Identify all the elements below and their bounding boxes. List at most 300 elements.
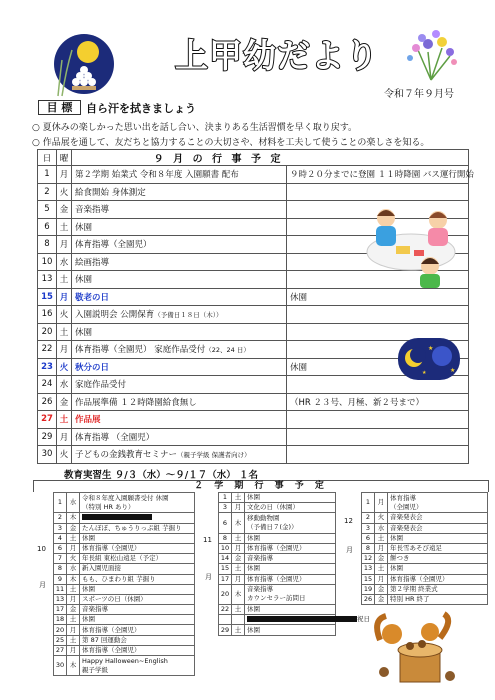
- oct-day: 2: [54, 513, 67, 523]
- schedule-weekday: 金: [57, 393, 72, 411]
- oct-weekday: 月: [67, 645, 80, 655]
- schedule-note: 休園: [287, 358, 469, 376]
- oct-event-subtext: （特別 HR あり）: [82, 502, 135, 511]
- flower-bouquet-illustration: [398, 22, 464, 82]
- schedule-day: 5: [38, 201, 57, 219]
- schedule-event: [72, 376, 287, 394]
- schedule-event-text: 家庭作品受付: [75, 380, 127, 391]
- schedule-event-text: 体育指導（全園児）: [75, 240, 152, 251]
- autumn-night-illustration: [398, 338, 460, 380]
- nov-row: [219, 493, 336, 503]
- schedule-weekday: 月: [57, 166, 72, 184]
- schedule-day: 8: [38, 236, 57, 254]
- schedule-event-note: （親子学級 保護者向け）: [177, 451, 251, 460]
- schedule-day: 13: [38, 271, 57, 289]
- schedule-event-text: 敬老の日: [75, 292, 110, 303]
- schedule-row: [38, 393, 469, 411]
- schedule-weekday: 月: [57, 236, 72, 254]
- dec-row: [362, 564, 488, 574]
- dec-weekday: 金: [375, 554, 388, 564]
- schedule-row: [38, 306, 469, 324]
- oct-event-text: 新入園児面接: [82, 564, 121, 573]
- oct-event-subtext: 親子学級: [82, 665, 108, 674]
- nov-event-subtext: カウンセラー訪問日: [247, 594, 306, 603]
- nov-day: 8: [219, 533, 232, 543]
- schedule-row: [38, 288, 469, 306]
- schedule-event: [72, 323, 287, 341]
- nov-event: [245, 503, 336, 513]
- oct-event-text: 休園: [82, 615, 95, 624]
- nov-day: 3: [219, 503, 232, 513]
- oct-weekday: 木: [67, 574, 80, 584]
- oct-day: 9: [54, 574, 67, 584]
- schedule-day: 26: [38, 393, 57, 411]
- nov-event: [245, 533, 336, 543]
- dec-row: [362, 554, 488, 564]
- nov-weekday: 土: [232, 493, 245, 503]
- svg-text:★: ★: [450, 367, 456, 374]
- nov-event: [245, 554, 336, 564]
- oct-event-text: 第 87 回運動会: [82, 635, 127, 644]
- schedule-title-spacer: [287, 150, 469, 166]
- schedule-event-text: 入園説明会 公開保育: [75, 310, 155, 321]
- second-term-header: ２ 学 期 行 事 予 定: [33, 480, 489, 492]
- schedule-day: 23: [38, 358, 57, 376]
- oct-event: [80, 513, 195, 523]
- oct-event: [80, 584, 195, 594]
- dec-weekday: 月: [375, 574, 388, 584]
- nov-row: [219, 605, 336, 615]
- oct-event-text: 体育指導（全園児）: [82, 645, 141, 654]
- nov-day: 29: [219, 625, 232, 635]
- schedule-event: [72, 358, 287, 376]
- oct-weekday: 月: [67, 594, 80, 604]
- oct-row: [54, 605, 195, 615]
- schedule-weekday: 月: [57, 428, 72, 446]
- schedule-row: [38, 446, 469, 464]
- schedule-day: 27: [38, 411, 57, 429]
- children-playing-illustration: [356, 200, 466, 290]
- schedule-note: [287, 183, 469, 201]
- nov-weekday: 木: [232, 513, 245, 533]
- oct-weekday: 月: [67, 625, 80, 635]
- oct-row: [54, 523, 195, 533]
- schedule-event: [72, 271, 287, 289]
- dec-event-text: 休園: [390, 533, 403, 542]
- dec-day: 8: [362, 543, 375, 553]
- svg-text:★: ★: [428, 345, 434, 352]
- oct-event: [80, 523, 195, 533]
- nov-day: 22: [219, 605, 232, 615]
- schedule-event-text: 第２学期 始業式 令和８年度 入園願書 配布: [75, 170, 239, 181]
- schedule-day: 1: [38, 166, 57, 184]
- nov-weekday: 土: [232, 533, 245, 543]
- dec-weekday: 月: [375, 543, 388, 553]
- nov-weekday: 土: [232, 605, 245, 615]
- schedule-event-text: 秋分の日: [75, 362, 110, 373]
- oct-event: [80, 574, 195, 584]
- dec-event: [388, 533, 488, 543]
- oct-event-text: スポーツの日（休園）: [82, 594, 147, 603]
- dec-event: [388, 584, 488, 594]
- nov-row: [219, 503, 336, 513]
- oct-day: 20: [54, 625, 67, 635]
- dec-row: [362, 594, 488, 604]
- oct-event-text: Happy Halloween~English: [82, 656, 168, 665]
- oct-weekday: 火: [67, 554, 80, 564]
- october-month-char: 月: [39, 581, 46, 589]
- dec-weekday: 水: [375, 523, 388, 533]
- oct-event: [80, 543, 195, 553]
- schedule-note: [287, 446, 469, 464]
- dec-event-text: 音楽発表会: [390, 513, 423, 522]
- student-teacher-notice: 教育実習生 ９/３（水）～９/１７（水） １名: [64, 470, 259, 481]
- goal-bullet-2: ○ 作品展を通して、友だちと協力することの大切さや、材料を工夫して使うことの楽しさを知る。: [32, 138, 430, 148]
- schedule-day: 10: [38, 253, 57, 271]
- oct-day: 30: [54, 656, 67, 676]
- schedule-event: [72, 183, 287, 201]
- oct-row: [54, 554, 195, 564]
- redacted-text: [247, 616, 357, 622]
- nov-event: [245, 493, 336, 503]
- oct-row: [54, 513, 195, 523]
- oct-event-text: 令和８年度入園願書受付 休園: [82, 493, 169, 502]
- nov-row: [219, 564, 336, 574]
- oct-row: [54, 645, 195, 655]
- oct-row: [54, 533, 195, 543]
- nov-weekday: 木: [232, 584, 245, 604]
- dec-day: 12: [362, 554, 375, 564]
- nov-row: [219, 584, 336, 604]
- nov-day: 6: [219, 513, 232, 533]
- nov-event: [245, 543, 336, 553]
- oct-day: 7: [54, 554, 67, 564]
- nov-row: [219, 513, 336, 533]
- oct-row: [54, 543, 195, 553]
- schedule-event: [72, 446, 287, 464]
- goal-text: 自ら汗を拭きましょう: [86, 102, 196, 115]
- nov-event: [245, 615, 370, 625]
- oct-event: [80, 493, 195, 513]
- oct-weekday: 土: [67, 615, 80, 625]
- oct-event: [80, 656, 195, 676]
- schedule-weekday: 火: [57, 306, 72, 324]
- schedule-event-note: （22、24 日）: [205, 346, 250, 355]
- dec-row: [362, 533, 488, 543]
- dec-event: [388, 513, 488, 523]
- oct-day: 1: [54, 493, 67, 513]
- dec-event: [388, 493, 488, 513]
- dec-row: [362, 513, 488, 523]
- schedule-note: ９時２０分までに登園 １１時降園 バス運行開始: [287, 166, 469, 184]
- nov-day: 15: [219, 564, 232, 574]
- dec-event: [388, 574, 488, 584]
- schedule-day: 22: [38, 341, 57, 359]
- column-header-weekday: 曜: [57, 150, 72, 166]
- oct-day: 6: [54, 543, 67, 553]
- nov-row: [219, 574, 336, 584]
- schedule-weekday: 土: [57, 218, 72, 236]
- oct-day: 4: [54, 533, 67, 543]
- schedule-event-text: 音楽指導: [75, 205, 110, 216]
- schedule-day: 20: [38, 323, 57, 341]
- schedule-day: 2: [38, 183, 57, 201]
- oct-event: [80, 594, 195, 604]
- column-header-day: 日: [38, 150, 57, 166]
- oct-row: [54, 584, 195, 594]
- oct-row: [54, 574, 195, 584]
- nov-day: 17: [219, 574, 232, 584]
- nov-event-text: 移動動物園: [247, 514, 280, 523]
- oct-event-text: 年長組 東松山遠足（予定）: [82, 554, 163, 563]
- dec-event: [388, 543, 488, 553]
- nov-event-text: 休園: [247, 605, 260, 614]
- schedule-weekday: 火: [57, 358, 72, 376]
- oct-day: 11: [54, 584, 67, 594]
- schedule-event-text: 作品展: [75, 415, 101, 426]
- nov-event-text: 休園: [247, 533, 260, 542]
- oct-weekday: 木: [67, 656, 80, 676]
- schedule-row: [38, 183, 469, 201]
- dec-row: [362, 493, 488, 513]
- nov-day: 10: [219, 543, 232, 553]
- nov-event-text: 休園: [247, 625, 260, 634]
- dec-event-text: 餅つき: [390, 554, 410, 563]
- schedule-day: 29: [38, 428, 57, 446]
- dec-day: 3: [362, 523, 375, 533]
- oct-event: [80, 533, 195, 543]
- nov-event: [245, 564, 336, 574]
- oct-day: 3: [54, 523, 67, 533]
- nov-event: [245, 584, 336, 604]
- dec-event: [388, 523, 488, 533]
- squirrel-stump-illustration: [370, 610, 460, 686]
- schedule-day: 24: [38, 376, 57, 394]
- oct-event: [80, 635, 195, 645]
- nov-event: [245, 513, 336, 533]
- oct-row: [54, 615, 195, 625]
- schedule-weekday: 土: [57, 271, 72, 289]
- oct-row: [54, 564, 195, 574]
- nov-row: [219, 554, 336, 564]
- schedule-day: 6: [38, 218, 57, 236]
- schedule-event: [72, 166, 287, 184]
- oct-event: [80, 564, 195, 574]
- dec-event: [388, 594, 488, 604]
- oct-event-text: もも、ひまわり組 芋掘り: [82, 574, 156, 583]
- dec-event: [388, 564, 488, 574]
- schedule-row: [38, 411, 469, 429]
- schedule-event-text: 絵画指導: [75, 257, 110, 268]
- schedule-event-text: 子どもの金銭教育セミナー: [75, 450, 178, 461]
- dec-weekday: 金: [375, 584, 388, 594]
- newsletter-title: 上甲幼だより: [175, 36, 379, 75]
- oct-event: [80, 645, 195, 655]
- moon-rabbit-illustration: [48, 30, 116, 104]
- dec-event-text: 年長雪あそび遠足: [390, 544, 442, 553]
- nov-day: 14: [219, 554, 232, 564]
- nov-event-text: 休園: [247, 564, 260, 573]
- schedule-note: [287, 411, 469, 429]
- oct-weekday: 土: [67, 635, 80, 645]
- schedule-event: [72, 393, 287, 411]
- schedule-weekday: 水: [57, 253, 72, 271]
- schedule-event-text: 体育指導（全園児） 家庭作品受付: [75, 345, 206, 356]
- dec-row: [362, 543, 488, 553]
- nov-event: [245, 605, 336, 615]
- schedule-row: [38, 166, 469, 184]
- schedule-day: 16: [38, 306, 57, 324]
- september-schedule-table: [37, 149, 474, 464]
- oct-day: 17: [54, 605, 67, 615]
- oct-event: [80, 625, 195, 635]
- schedule-day: 30: [38, 446, 57, 464]
- schedule-event-text: 休園: [75, 222, 93, 233]
- dec-weekday: 土: [375, 564, 388, 574]
- dec-day: 6: [362, 533, 375, 543]
- nov-day: 20: [219, 584, 232, 604]
- dec-day: 19: [362, 584, 375, 594]
- dec-event-text: 休園: [390, 564, 403, 573]
- oct-weekday: 土: [67, 533, 80, 543]
- schedule-event-text: 作品展準備 １２時降園給食無し: [75, 397, 197, 408]
- redacted-text: [82, 514, 152, 520]
- oct-row: [54, 656, 195, 676]
- oct-event-text: 休園: [82, 533, 95, 542]
- oct-weekday: 木: [67, 513, 80, 523]
- schedule-note: 休園: [287, 288, 469, 306]
- dec-event-text: 体育指導（全園児）: [390, 574, 449, 583]
- schedule-event-note: （予備日１８日（木））: [154, 311, 223, 320]
- dec-weekday: 金: [375, 594, 388, 604]
- nov-event-text: 休園: [247, 493, 260, 502]
- oct-day: 18: [54, 615, 67, 625]
- goal-bullet-1: ○ 夏休みの楽しかった思い出を話し合い、決まりある生活習慣を早く取り戻す。: [32, 123, 357, 133]
- oct-day: 27: [54, 645, 67, 655]
- december-label: 12: [344, 517, 353, 525]
- oct-weekday: 土: [67, 584, 80, 594]
- dec-event-text: 体育指導: [390, 493, 416, 502]
- schedule-event: [72, 201, 287, 219]
- nov-event: [245, 625, 336, 635]
- oct-event-text: たんぼぼ、ちゅうりっぷ組 芋掘り: [82, 523, 182, 532]
- dec-day: 26: [362, 594, 375, 604]
- oct-weekday: 金: [67, 523, 80, 533]
- schedule-event: [72, 218, 287, 236]
- oct-event-text: 休園: [82, 584, 95, 593]
- schedule-event: [72, 253, 287, 271]
- dec-day: 13: [362, 564, 375, 574]
- schedule-weekday: 金: [57, 201, 72, 219]
- schedule-title: ９ 月 の 行 事 予 定: [72, 150, 287, 166]
- oct-event-text: 体育指導（全園児）: [82, 544, 141, 553]
- schedule-event: [72, 288, 287, 306]
- oct-day: 25: [54, 635, 67, 645]
- oct-weekday: 金: [67, 605, 80, 615]
- nov-row: [219, 625, 336, 635]
- schedule-note: [287, 428, 469, 446]
- schedule-weekday: 火: [57, 446, 72, 464]
- oct-weekday: 月: [67, 543, 80, 553]
- schedule-event-text: 休園: [75, 275, 93, 286]
- dec-day: 1: [362, 493, 375, 513]
- issue-date: 令和７年９月号: [384, 89, 454, 100]
- dec-day: 15: [362, 574, 375, 584]
- dec-row: [362, 574, 488, 584]
- nov-weekday: 月: [232, 574, 245, 584]
- dec-event-text: 第２学期 終業式: [390, 584, 438, 593]
- schedule-weekday: 月: [57, 288, 72, 306]
- schedule-header-row: [38, 150, 469, 166]
- oct-row: [54, 625, 195, 635]
- schedule-event-text: 休園: [75, 327, 93, 338]
- dec-weekday: 火: [375, 513, 388, 523]
- dec-event-text: 特別 HR 終了: [390, 594, 430, 603]
- nov-weekday: 月: [232, 543, 245, 553]
- oct-row: [54, 635, 195, 645]
- oct-weekday: 水: [67, 493, 80, 513]
- oct-event: [80, 554, 195, 564]
- oct-day: 13: [54, 594, 67, 604]
- oct-event: [80, 615, 195, 625]
- schedule-weekday: 水: [57, 376, 72, 394]
- schedule-event: [72, 411, 287, 429]
- schedule-event-text: 体育指導 （全園児）: [75, 432, 155, 443]
- svg-text:★: ★: [422, 370, 427, 376]
- dec-row: [362, 523, 488, 533]
- schedule-weekday: 土: [57, 411, 72, 429]
- schedule-event: [72, 306, 287, 324]
- dec-day: 2: [362, 513, 375, 523]
- schedule-event: [72, 428, 287, 446]
- schedule-weekday: 月: [57, 341, 72, 359]
- november-label: 11: [203, 536, 212, 544]
- oct-weekday: 水: [67, 564, 80, 574]
- nov-weekday: 土: [232, 625, 245, 635]
- nov-weekday: [232, 615, 245, 625]
- oct-event-text: 音楽指導: [82, 605, 108, 614]
- nov-event-text: 体育指導（全園児）: [247, 544, 306, 553]
- oct-event: [80, 605, 195, 615]
- oct-event-text: 体育指導（全園児）: [82, 625, 141, 634]
- october-label: 10: [37, 545, 46, 553]
- nov-row: [219, 615, 336, 625]
- nov-weekday: 土: [232, 564, 245, 574]
- dec-row: [362, 584, 488, 594]
- schedule-weekday: 土: [57, 323, 72, 341]
- dec-event-text: 音楽発表会: [390, 523, 423, 532]
- nov-day: [219, 615, 232, 625]
- nov-event-text: 音楽指導: [247, 585, 273, 594]
- october-schedule-table: [53, 492, 195, 676]
- schedule-note: （HR ２３号、月極、新２号まで）: [287, 393, 469, 411]
- dec-event-subtext: （全園児）: [390, 502, 423, 511]
- oct-row: [54, 493, 195, 513]
- nov-row: [219, 543, 336, 553]
- schedule-row: [38, 428, 469, 446]
- oct-row: [54, 594, 195, 604]
- schedule-note: [287, 306, 469, 324]
- schedule-event: [72, 236, 287, 254]
- nov-event-text: 文化の日（休園）: [247, 503, 299, 512]
- schedule-event: [72, 341, 287, 359]
- nov-weekday: 月: [232, 503, 245, 513]
- nov-event-text: 音楽指導: [247, 554, 273, 563]
- schedule-day: 15: [38, 288, 57, 306]
- schedule-weekday: 火: [57, 183, 72, 201]
- dec-weekday: 土: [375, 533, 388, 543]
- december-schedule-table: [361, 492, 488, 605]
